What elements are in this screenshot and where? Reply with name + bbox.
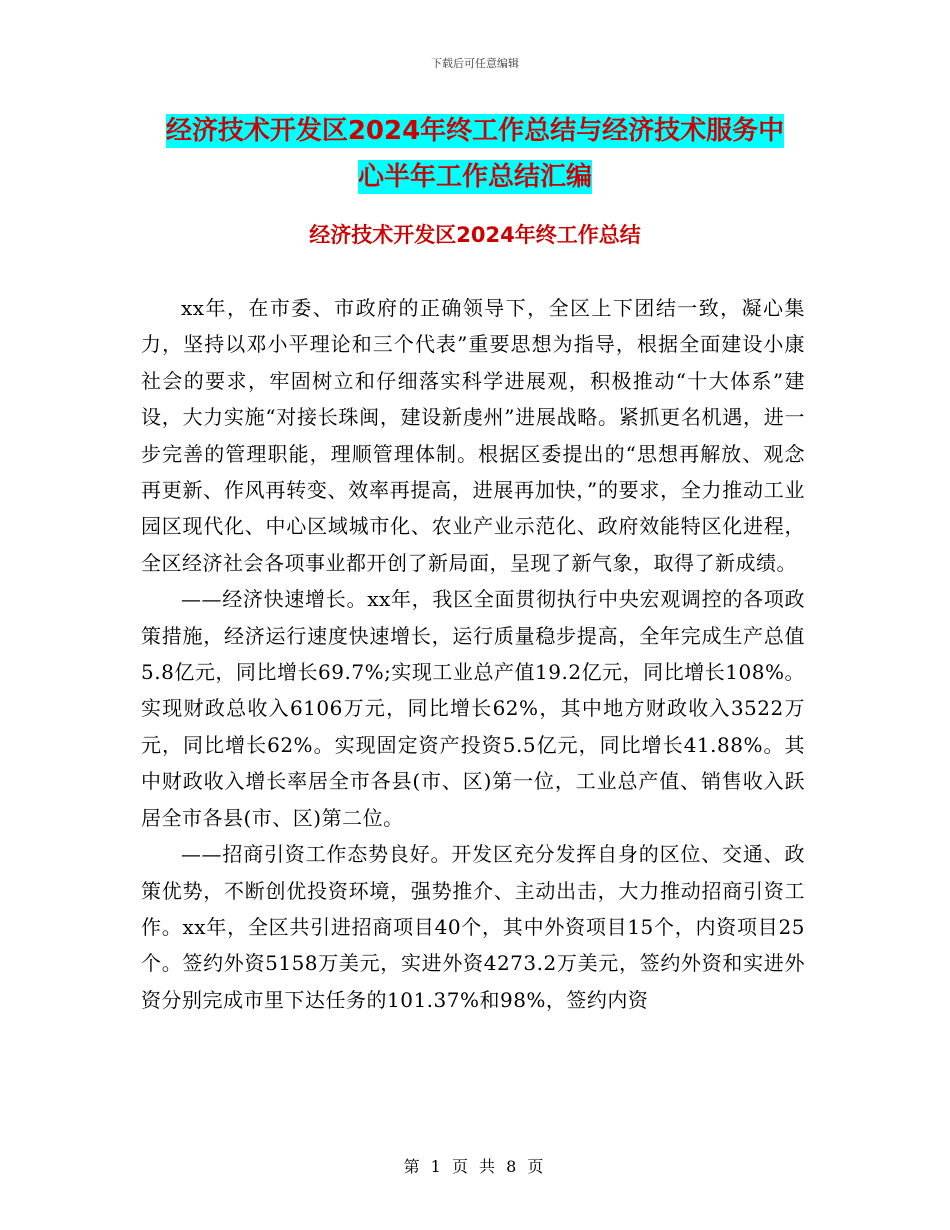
header-note: 下载后可任意编辑 [431,57,519,70]
document-title-line2: 心半年工作总结汇编 [357,162,592,192]
section-title: 经济技术开发区2024年终工作总结 [309,223,641,247]
paragraph: ——招商引资工作态势良好。开发区充分发挥自身的区位、交通、政策优势，不断创优投资环境，强势推介、主动出击，大力推动招商引资工作。xx年，全区共引进招商项目40个，其中外资项目15个，内资项目25个。签约外资5158万美元，实进外资4273.2万美元，签约外资和实进外资分别完成市里下达任务的101.37%和98%，签约内资 [141,842,805,1012]
paragraph: xx年，在市委、市政府的正确领导下，全区上下团结一致，凝心集力，坚持以邓小平理论和三个代表”重要思想为指导，根据全面建设小康社会的要求，牢固树立和仔细落实科学进展观，积极推动“十大体系”建设，大力实施“对接长珠闽，建设新虔州”进展战略。紧抓更名机遇，进一步完善的管理职能，理顺管理体制。根据区委提出的“思想再解放、观念再更新、作风再转变、效率再提高，进展再加快，”的要求，全力推动工业园区现代化、中心区域城市化、农业产业示范化、政府效能特区化进程，全区经济社会各项事业都开创了新局面，呈现了新气象，取得了新成绩。 [141,296,805,575]
document-title-line1: 经济技术开发区2024年终工作总结与经济技术服务中 [165,116,785,146]
page-number: 第 1 页 共 8 页 [403,1157,547,1176]
body-text [141,290,805,1018]
paragraph: ——经济快速增长。xx年，我区全面贯彻执行中央宏观调控的各项政策措施，经济运行速度快速增长，运行质量稳步提高，全年完成生产总值5.8亿元，同比增长69.7%;实现工业总产值19.2亿元，同比增长108%。实现财政总收入6106万元，同比增长62%，其中地方财政收入3522万元，同比增长62%。实现固定资产投资5.5亿元，同比增长41.88%。其中财政收入增长率居全市各县(市、区)第一位，工业总产值、销售收入跃居全市各县(市、区)第二位。 [141,587,805,830]
document-title [0,108,950,200]
